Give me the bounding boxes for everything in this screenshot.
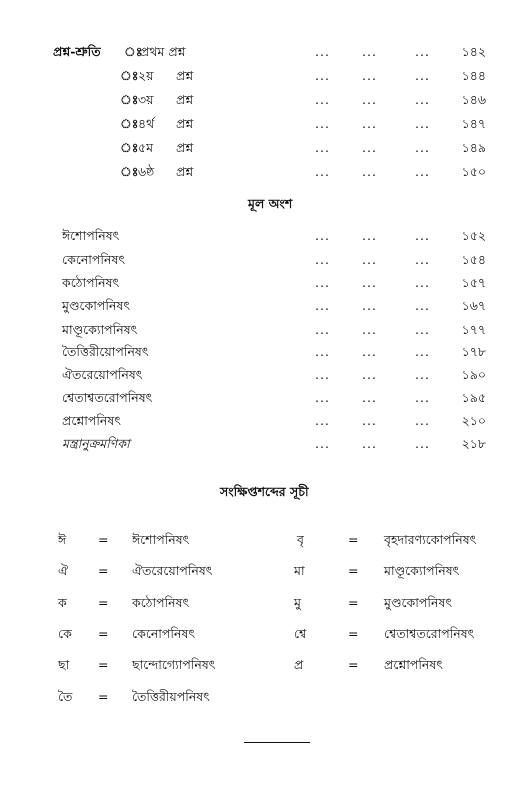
abbr-symbol: কে	[58, 626, 72, 641]
leader-dots: ...	[362, 436, 377, 451]
page-number: ১৭৭	[461, 322, 486, 337]
leader-dots: ...	[362, 68, 377, 83]
abbr-full: ছান্দোগ্যোপনিষৎ	[132, 657, 216, 672]
entry-title: তৈত্তিরীয়োপনিষৎ	[62, 344, 149, 359]
leader-dots: ...	[315, 44, 330, 59]
question-separator: ঃ	[120, 92, 139, 107]
question-separator: ঃ	[120, 116, 139, 131]
question-separator: ঃ	[120, 140, 139, 155]
page-number: ১৯০	[461, 367, 486, 382]
leader-dots: ...	[362, 322, 377, 337]
abbr-equals: =	[348, 532, 359, 547]
leader-dots: ...	[315, 275, 330, 290]
entry-title: মন্ত্রানুক্রমণিকা	[62, 436, 130, 451]
abbr-full: মুণ্ডকোপনিষৎ	[384, 595, 453, 610]
leader-dots: ...	[362, 164, 377, 179]
page-number: ১৫২	[461, 228, 486, 243]
question-separator: ঃ	[120, 68, 139, 83]
page-number: ১৫৪	[461, 252, 486, 267]
entry-title: শ্বেতাশ্বতরোপনিষৎ	[62, 390, 153, 405]
question-separator: ঃ	[120, 164, 139, 179]
abbr-symbol: বৃ	[297, 532, 304, 547]
leader-dots: ...	[362, 44, 377, 59]
abbr-symbol: মা	[294, 563, 305, 578]
leader-dots: ...	[315, 92, 330, 107]
page-number: ২১০	[461, 413, 486, 428]
abbr-full: প্রশ্নোপনিষৎ	[384, 657, 443, 672]
page-number: ১৭৮	[461, 344, 486, 359]
leader-dots: ...	[315, 390, 330, 405]
leader-dots: ...	[315, 413, 330, 428]
leader-dots: ...	[415, 367, 430, 382]
leader-dots: ...	[315, 164, 330, 179]
end-rule	[244, 742, 310, 743]
question-name: প্রশ্ন	[176, 116, 194, 131]
entry-title: প্রশ্নোপনিষৎ	[62, 413, 121, 428]
question-name: প্রশ্ন	[176, 92, 194, 107]
leader-dots: ...	[315, 252, 330, 267]
abbr-symbol: ক	[58, 595, 67, 610]
leader-dots: ...	[362, 116, 377, 131]
leader-dots: ...	[415, 436, 430, 451]
abbr-equals: =	[348, 563, 359, 578]
leader-dots: ...	[362, 298, 377, 313]
abbr-symbol: মু	[294, 595, 301, 610]
abbr-full: মাণ্ডূক্যোপনিষৎ	[384, 563, 460, 578]
entry-title: ঐতরেয়োপনিষৎ	[62, 367, 143, 382]
abbr-full: কেনোপনিষৎ	[132, 626, 196, 641]
leader-dots: ...	[315, 116, 330, 131]
leader-dots: ...	[415, 228, 430, 243]
question-name: প্রথম প্রশ্ন	[140, 44, 186, 59]
abbr-symbol: ঈ	[58, 532, 67, 547]
leader-dots: ...	[415, 116, 430, 131]
leader-dots: ...	[362, 228, 377, 243]
abbr-symbol: ছা	[58, 657, 70, 672]
question-name: প্রশ্ন	[176, 140, 194, 155]
abbr-equals: =	[98, 689, 109, 704]
abbr-symbol: ঐ	[58, 563, 69, 578]
abbr-symbol: শ্বে	[294, 626, 307, 641]
page-number: ১৪২	[461, 44, 486, 59]
leader-dots: ...	[315, 228, 330, 243]
question-ordinal: ৪র্থ	[138, 116, 155, 131]
leader-dots: ...	[362, 413, 377, 428]
page-number: ১৫৭	[461, 275, 486, 290]
abbr-equals: =	[98, 595, 109, 610]
main-section-heading: মূল অংশ	[248, 196, 293, 211]
leader-dots: ...	[362, 92, 377, 107]
question-name: প্রশ্ন	[176, 164, 194, 179]
leader-dots: ...	[415, 390, 430, 405]
abbr-equals: =	[348, 595, 359, 610]
leader-dots: ...	[315, 140, 330, 155]
leader-dots: ...	[415, 68, 430, 83]
question-ordinal: ৫ম	[138, 140, 154, 155]
abbr-full: ঈশোপনিষৎ	[132, 532, 190, 547]
abbr-full: বৃহদারণ্যকোপনিষৎ	[384, 532, 477, 547]
abbr-full: ঐতরেয়োপনিষৎ	[132, 563, 213, 578]
leader-dots: ...	[362, 252, 377, 267]
leader-dots: ...	[415, 140, 430, 155]
question-ordinal: ৬ষ্ঠ	[138, 164, 155, 179]
abbr-equals: =	[348, 657, 359, 672]
abbr-equals: =	[348, 626, 359, 641]
leader-dots: ...	[362, 344, 377, 359]
abbr-symbol: প্র	[294, 657, 304, 672]
question-section-label: প্রশ্ন-শ্রুতি	[53, 44, 101, 59]
page-number: ১৯৫	[461, 390, 486, 405]
page-number: ২১৮	[461, 436, 486, 451]
leader-dots: ...	[415, 344, 430, 359]
leader-dots: ...	[315, 436, 330, 451]
page-number: ১৫০	[461, 164, 486, 179]
leader-dots: ...	[415, 44, 430, 59]
leader-dots: ...	[315, 322, 330, 337]
leader-dots: ...	[362, 367, 377, 382]
leader-dots: ...	[315, 367, 330, 382]
question-name: প্রশ্ন	[176, 68, 194, 83]
entry-title: কেনোপনিষৎ	[62, 252, 126, 267]
abbr-equals: =	[98, 563, 109, 578]
question-ordinal: ২য়	[138, 68, 154, 83]
page-number: ১৬৭	[461, 298, 486, 313]
page-number: ১৪৯	[461, 140, 486, 155]
leader-dots: ...	[415, 164, 430, 179]
leader-dots: ...	[315, 68, 330, 83]
abbr-full: শ্বেতাশ্বতরোপনিষৎ	[384, 626, 475, 641]
entry-title: মুণ্ডকোপনিষৎ	[62, 298, 131, 313]
leader-dots: ...	[415, 413, 430, 428]
leader-dots: ...	[415, 92, 430, 107]
leader-dots: ...	[362, 275, 377, 290]
leader-dots: ...	[362, 140, 377, 155]
leader-dots: ...	[415, 322, 430, 337]
entry-title: ঈশোপনিষৎ	[62, 228, 120, 243]
abbr-full: কঠোপনিষৎ	[132, 595, 190, 610]
abbr-equals: =	[98, 657, 109, 672]
leader-dots: ...	[415, 298, 430, 313]
abbr-full: তৈত্তিরীয়পনিষৎ	[132, 689, 210, 704]
leader-dots: ...	[362, 390, 377, 405]
leader-dots: ...	[315, 298, 330, 313]
abbr-equals: =	[98, 532, 109, 547]
page-number: ১৪৭	[461, 116, 486, 131]
entry-title: কঠোপনিষৎ	[62, 275, 120, 290]
entry-title: মাণ্ডূক্যোপনিষৎ	[62, 322, 138, 337]
page-number: ১৪৪	[461, 68, 486, 83]
leader-dots: ...	[415, 252, 430, 267]
question-ordinal: ৩য়	[138, 92, 154, 107]
leader-dots: ...	[415, 275, 430, 290]
abbreviation-heading: সংক্ষিপ্তশব্দের সূচী	[220, 484, 309, 499]
question-separator: ঃ	[124, 44, 143, 59]
abbr-symbol: তৈ	[58, 689, 73, 704]
abbr-equals: =	[98, 626, 109, 641]
page-number: ১৪৬	[461, 92, 486, 107]
leader-dots: ...	[315, 344, 330, 359]
